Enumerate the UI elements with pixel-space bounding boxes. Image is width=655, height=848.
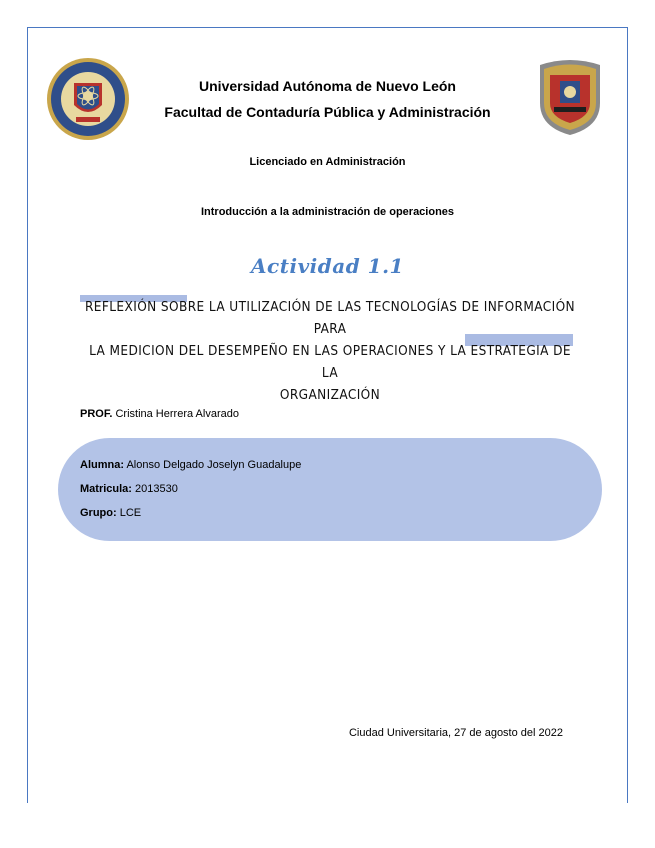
student-group-line xyxy=(80,507,141,519)
student-id-line xyxy=(80,483,178,495)
activity-title: Actividad 1.1 xyxy=(251,254,404,278)
student-name: Alonso Delgado Joselyn Guadalupe xyxy=(126,459,302,471)
student-group-label: Grupo: xyxy=(80,507,117,519)
student-group: LCE xyxy=(119,507,142,519)
professor-line xyxy=(80,408,239,420)
uanl-seal-icon xyxy=(46,57,130,141)
reflection-title-line: REFLEXIÓN SOBRE LA UTILIZACIÓN DE LAS TECNOLOGÍAS DE INFORMACIÓN PARA xyxy=(84,299,576,337)
subject-name: Introducción a la administración de operaciones xyxy=(200,206,455,218)
career-name: Licenciado en Administración xyxy=(249,156,406,168)
student-name-line xyxy=(80,459,301,471)
student-id: 2013530 xyxy=(135,483,178,495)
fcpya-shield-icon xyxy=(536,57,604,137)
student-id-label: Matricula: xyxy=(80,483,132,495)
professor-label: PROF. xyxy=(80,408,113,420)
professor-name: Cristina Herrera Alvarado xyxy=(115,408,239,420)
reflection-title-line: ORGANIZACIÓN xyxy=(279,387,381,403)
faculty-name: Facultad de Contaduría Pública y Administración xyxy=(164,104,491,120)
university-name: Universidad Autónoma de Nuevo León xyxy=(199,78,456,94)
student-name-label: Alumna: xyxy=(80,459,124,471)
reflection-title xyxy=(80,296,580,406)
reflection-title-line: LA MEDICION DEL DESEMPEÑO EN LAS OPERACIONES Y LA ESTRATEGIA DE LA xyxy=(89,343,571,381)
place-date: Ciudad Universitaria, 27 de agosto del 2022 xyxy=(348,727,563,739)
